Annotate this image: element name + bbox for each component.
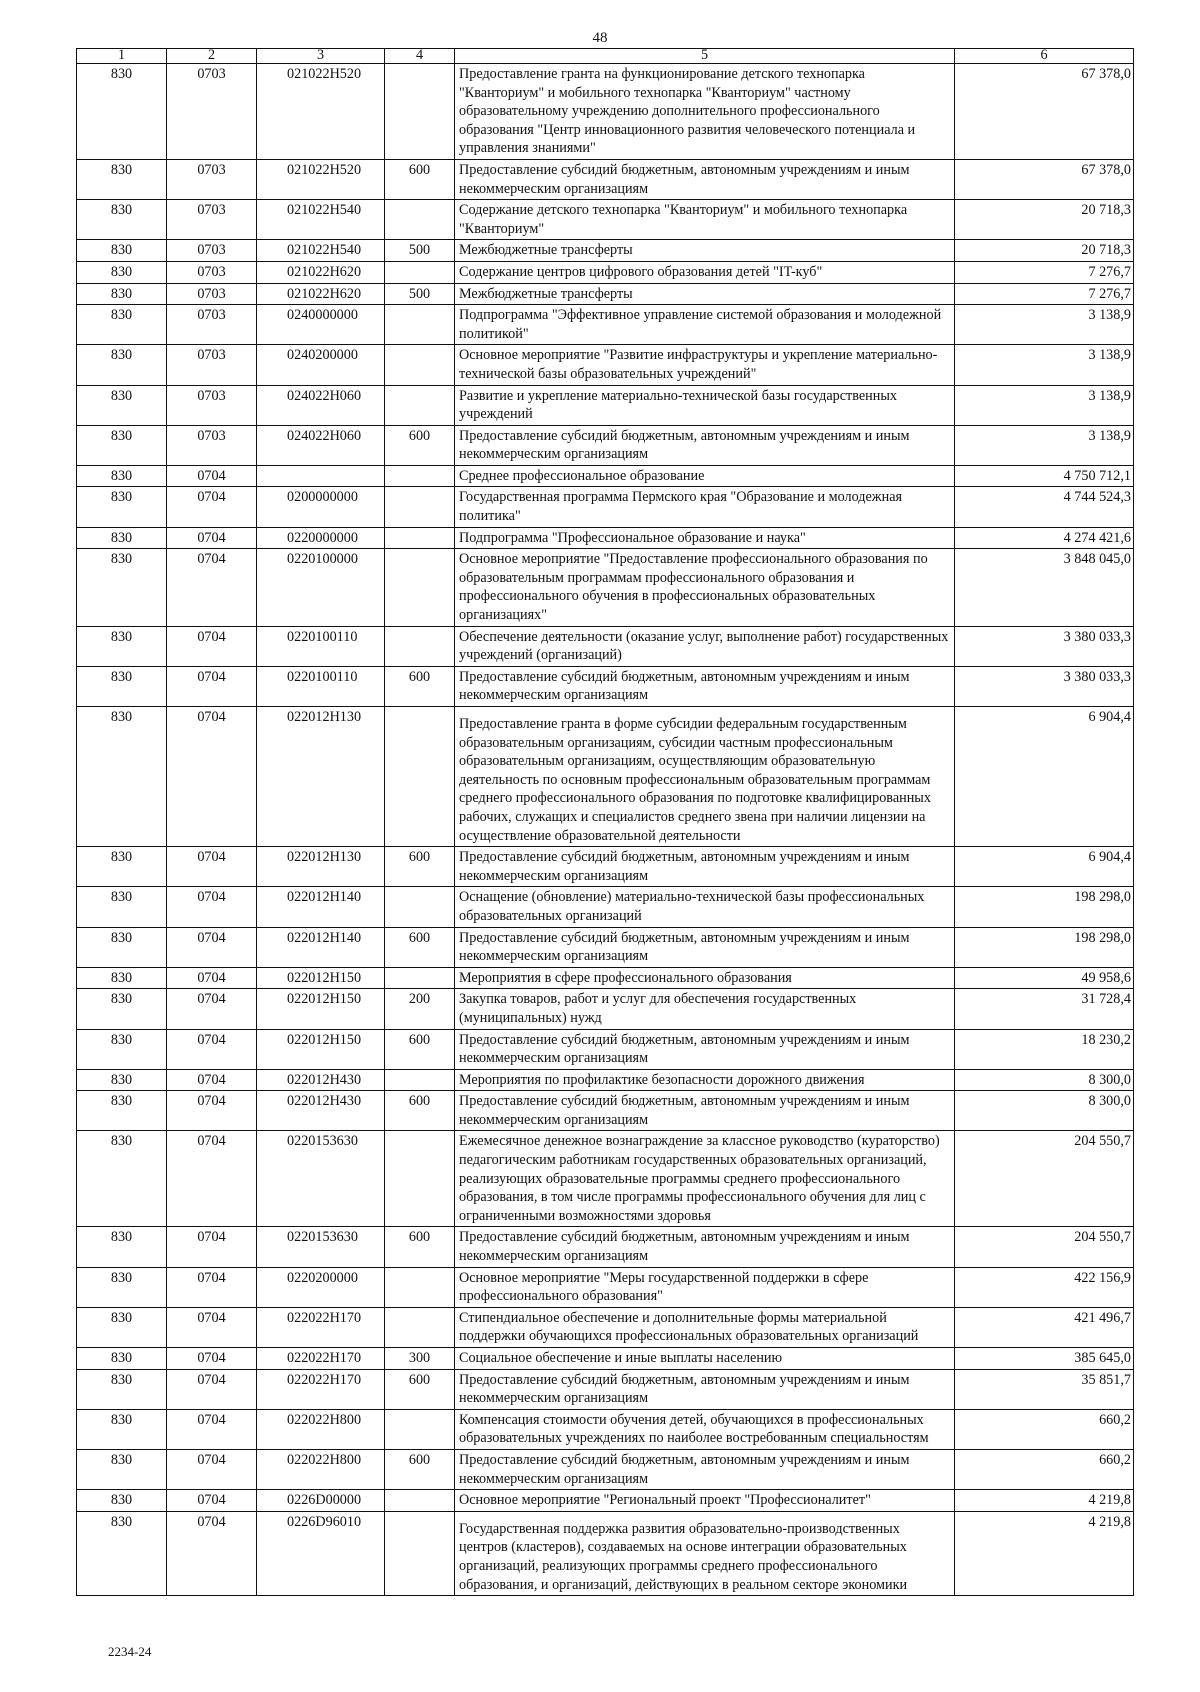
table-row — [77, 1348, 1134, 1370]
cell-amount: 204 550,7 — [955, 1227, 1134, 1267]
cell-section-code: 0704 — [167, 1511, 257, 1595]
cell-section-code: 0704 — [167, 707, 257, 847]
table-row — [77, 527, 1134, 549]
table-row — [77, 345, 1134, 385]
cell-amount: 18 230,2 — [955, 1029, 1134, 1069]
cell-description: Предоставление субсидий бюджетным, автономным учреждениям и иным некоммерческим организациям — [455, 1227, 955, 1267]
cell-section-code: 0704 — [167, 666, 257, 706]
cell-ministry-code: 830 — [77, 626, 167, 666]
cell-amount: 20 718,3 — [955, 200, 1134, 240]
header-col-6: 6 — [955, 49, 1134, 64]
table-row — [77, 1369, 1134, 1409]
cell-amount: 198 298,0 — [955, 927, 1134, 967]
cell-description: Государственная поддержка развития образовательно-производственных центров (кластеров), создаваемых на основе интеграции образовательных организаций, реализующих программы среднего профессионального образования, и организаций, действующих в реальном секторе экономики — [455, 1511, 955, 1595]
cell-description: Стипендиальное обеспечение и дополнительные формы материальной поддержки обучающихся профессиональных образовательных организаций — [455, 1307, 955, 1347]
cell-description: Предоставление субсидий бюджетным, автономным учреждениям и иным некоммерческим организациям — [455, 1369, 955, 1409]
header-col-3: 3 — [257, 49, 385, 64]
cell-expense-type-code — [385, 626, 455, 666]
cell-target-article-code: 021022Н540 — [257, 240, 385, 262]
table-row — [77, 425, 1134, 465]
cell-target-article-code: 022022Н800 — [257, 1409, 385, 1449]
cell-section-code: 0704 — [167, 1227, 257, 1267]
cell-section-code: 0704 — [167, 927, 257, 967]
table-row — [77, 1307, 1134, 1347]
cell-ministry-code: 830 — [77, 240, 167, 262]
cell-section-code: 0704 — [167, 1369, 257, 1409]
cell-expense-type-code — [385, 1131, 455, 1227]
cell-ministry-code: 830 — [77, 1267, 167, 1307]
table-row — [77, 305, 1134, 345]
cell-target-article-code — [257, 465, 385, 487]
cell-amount: 4 219,8 — [955, 1511, 1134, 1595]
cell-description: Компенсация стоимости обучения детей, обучающихся в профессиональных образовательных учреждениях по наиболее востребованным специальностям — [455, 1409, 955, 1449]
cell-amount: 35 851,7 — [955, 1369, 1134, 1409]
cell-ministry-code: 830 — [77, 1307, 167, 1347]
cell-description: Основное мероприятие "Развитие инфраструктуры и укрепление материально-технической базы образовательных учреждений" — [455, 345, 955, 385]
cell-expense-type-code — [385, 261, 455, 283]
cell-section-code: 0703 — [167, 261, 257, 283]
cell-expense-type-code — [385, 1511, 455, 1595]
cell-expense-type-code — [385, 200, 455, 240]
cell-ministry-code: 830 — [77, 345, 167, 385]
cell-expense-type-code: 500 — [385, 240, 455, 262]
cell-target-article-code: 0200000000 — [257, 487, 385, 527]
cell-ministry-code: 830 — [77, 487, 167, 527]
cell-section-code: 0704 — [167, 487, 257, 527]
table-row — [77, 385, 1134, 425]
cell-amount: 7 276,7 — [955, 261, 1134, 283]
table-row — [77, 200, 1134, 240]
cell-target-article-code: 0226D00000 — [257, 1490, 385, 1512]
cell-description: Ежемесячное денежное вознаграждение за классное руководство (кураторство) педагогическим работникам государственных образовательных организаций, реализующих образовательные программы среднего профессионального образования, в том числе программы профессионального обучения для лиц с ограниченными возможностями здоровья — [455, 1131, 955, 1227]
cell-target-article-code: 0240000000 — [257, 305, 385, 345]
cell-amount: 198 298,0 — [955, 887, 1134, 927]
cell-amount: 3 138,9 — [955, 425, 1134, 465]
cell-expense-type-code: 600 — [385, 425, 455, 465]
cell-amount: 4 274 421,6 — [955, 527, 1134, 549]
table-row — [77, 887, 1134, 927]
cell-expense-type-code: 500 — [385, 283, 455, 305]
table-row — [77, 1029, 1134, 1069]
cell-description: Предоставление субсидий бюджетным, автономным учреждениям и иным некоммерческим организациям — [455, 927, 955, 967]
table-row — [77, 1511, 1134, 1595]
table-header-row — [77, 49, 1134, 64]
cell-ministry-code: 830 — [77, 200, 167, 240]
cell-ministry-code: 830 — [77, 887, 167, 927]
cell-description: Социальное обеспечение и иные выплаты населению — [455, 1348, 955, 1370]
cell-amount: 660,2 — [955, 1409, 1134, 1449]
budget-table — [76, 48, 1134, 1596]
table-row — [77, 1409, 1134, 1449]
cell-target-article-code: 021022Н520 — [257, 64, 385, 160]
cell-expense-type-code: 600 — [385, 159, 455, 199]
cell-expense-type-code: 600 — [385, 1227, 455, 1267]
cell-expense-type-code — [385, 1267, 455, 1307]
cell-expense-type-code: 600 — [385, 1091, 455, 1131]
cell-target-article-code: 0226D96010 — [257, 1511, 385, 1595]
cell-ministry-code: 830 — [77, 1227, 167, 1267]
header-col-4: 4 — [385, 49, 455, 64]
cell-amount: 3 380 033,3 — [955, 626, 1134, 666]
cell-amount: 31 728,4 — [955, 989, 1134, 1029]
cell-expense-type-code — [385, 487, 455, 527]
cell-amount: 3 138,9 — [955, 385, 1134, 425]
table-row — [77, 1449, 1134, 1489]
cell-target-article-code: 022012Н150 — [257, 1029, 385, 1069]
table-row — [77, 1091, 1134, 1131]
cell-description: Основное мероприятие "Предоставление профессионального образования по образовательным программам профессионального образования и профессионального обучения в профессиональных образовательных организациях" — [455, 549, 955, 626]
header-col-2: 2 — [167, 49, 257, 64]
cell-expense-type-code: 600 — [385, 847, 455, 887]
cell-description: Предоставление гранта на функционирование детского технопарка "Кванториум" и мобильного технопарка "Кванториум" частному образовательному учреждению дополнительного профессионального образования "Центр инновационного развития человеческого потенциала и управления знаниями" — [455, 64, 955, 160]
document-code: 2234-24 — [108, 1644, 152, 1659]
cell-target-article-code: 022012Н430 — [257, 1069, 385, 1091]
table-row — [77, 927, 1134, 967]
cell-ministry-code: 830 — [77, 385, 167, 425]
cell-expense-type-code — [385, 967, 455, 989]
cell-amount: 20 718,3 — [955, 240, 1134, 262]
table-row — [77, 1267, 1134, 1307]
cell-description: Межбюджетные трансферты — [455, 240, 955, 262]
cell-target-article-code: 0220100110 — [257, 666, 385, 706]
cell-amount: 422 156,9 — [955, 1267, 1134, 1307]
cell-section-code: 0703 — [167, 345, 257, 385]
cell-section-code: 0704 — [167, 1069, 257, 1091]
cell-section-code: 0704 — [167, 465, 257, 487]
table-row — [77, 487, 1134, 527]
cell-amount: 49 958,6 — [955, 967, 1134, 989]
cell-amount: 204 550,7 — [955, 1131, 1134, 1227]
cell-section-code: 0703 — [167, 64, 257, 160]
cell-description: Мероприятия в сфере профессионального образования — [455, 967, 955, 989]
cell-expense-type-code: 200 — [385, 989, 455, 1029]
cell-amount: 3 380 033,3 — [955, 666, 1134, 706]
cell-target-article-code: 022012Н430 — [257, 1091, 385, 1131]
cell-section-code: 0704 — [167, 1029, 257, 1069]
cell-expense-type-code: 600 — [385, 1369, 455, 1409]
cell-ministry-code: 830 — [77, 1131, 167, 1227]
cell-section-code: 0703 — [167, 159, 257, 199]
cell-description: Обеспечение деятельности (оказание услуг, выполнение работ) государственных учреждений (организаций) — [455, 626, 955, 666]
cell-amount: 660,2 — [955, 1449, 1134, 1489]
cell-amount: 3 138,9 — [955, 345, 1134, 385]
cell-target-article-code: 022022Н170 — [257, 1348, 385, 1370]
cell-description: Предоставление субсидий бюджетным, автономным учреждениям и иным некоммерческим организациям — [455, 666, 955, 706]
cell-ministry-code: 830 — [77, 527, 167, 549]
cell-expense-type-code — [385, 1069, 455, 1091]
table-row — [77, 261, 1134, 283]
cell-target-article-code: 021022Н540 — [257, 200, 385, 240]
cell-expense-type-code — [385, 1409, 455, 1449]
cell-ministry-code: 830 — [77, 465, 167, 487]
cell-ministry-code: 830 — [77, 425, 167, 465]
cell-section-code: 0704 — [167, 1348, 257, 1370]
cell-amount: 421 496,7 — [955, 1307, 1134, 1347]
cell-description: Предоставление субсидий бюджетным, автономным учреждениям и иным некоммерческим организациям — [455, 847, 955, 887]
cell-target-article-code: 022012Н130 — [257, 847, 385, 887]
table-row — [77, 549, 1134, 626]
table-row — [77, 465, 1134, 487]
cell-target-article-code: 0220153630 — [257, 1227, 385, 1267]
cell-target-article-code: 0240200000 — [257, 345, 385, 385]
cell-target-article-code: 0220200000 — [257, 1267, 385, 1307]
cell-section-code: 0704 — [167, 1131, 257, 1227]
cell-ministry-code: 830 — [77, 847, 167, 887]
cell-target-article-code: 0220100000 — [257, 549, 385, 626]
table-row — [77, 707, 1134, 847]
table-row — [77, 159, 1134, 199]
table-row — [77, 1131, 1134, 1227]
cell-expense-type-code — [385, 527, 455, 549]
cell-amount: 8 300,0 — [955, 1069, 1134, 1091]
cell-description: Подпрограмма "Эффективное управление системой образования и молодежной политикой" — [455, 305, 955, 345]
cell-ministry-code: 830 — [77, 967, 167, 989]
cell-section-code: 0703 — [167, 200, 257, 240]
cell-amount: 4 744 524,3 — [955, 487, 1134, 527]
cell-expense-type-code: 300 — [385, 1348, 455, 1370]
cell-ministry-code: 830 — [77, 1348, 167, 1370]
cell-amount: 67 378,0 — [955, 159, 1134, 199]
cell-description: Среднее профессиональное образование — [455, 465, 955, 487]
cell-description: Предоставление субсидий бюджетным, автономным учреждениям и иным некоммерческим организациям — [455, 425, 955, 465]
cell-description: Развитие и укрепление материально-технической базы государственных учреждений — [455, 385, 955, 425]
cell-amount: 3 138,9 — [955, 305, 1134, 345]
cell-target-article-code: 021022Н620 — [257, 283, 385, 305]
cell-description: Основное мероприятие "Меры государственной поддержки в сфере профессионального образования" — [455, 1267, 955, 1307]
cell-section-code: 0703 — [167, 305, 257, 345]
cell-expense-type-code: 600 — [385, 927, 455, 967]
cell-section-code: 0704 — [167, 1490, 257, 1512]
cell-section-code: 0704 — [167, 989, 257, 1029]
cell-ministry-code: 830 — [77, 1091, 167, 1131]
cell-description: Предоставление субсидий бюджетным, автономным учреждениям и иным некоммерческим организациям — [455, 1091, 955, 1131]
cell-target-article-code: 0220153630 — [257, 1131, 385, 1227]
cell-expense-type-code — [385, 305, 455, 345]
cell-description: Основное мероприятие "Региональный проект "Профессионалитет" — [455, 1490, 955, 1512]
cell-description: Предоставление субсидий бюджетным, автономным учреждениям и иным некоммерческим организациям — [455, 159, 955, 199]
cell-section-code: 0704 — [167, 549, 257, 626]
cell-description: Межбюджетные трансферты — [455, 283, 955, 305]
cell-description: Оснащение (обновление) материально-технической базы профессиональных образовательных организаций — [455, 887, 955, 927]
table-row — [77, 1227, 1134, 1267]
cell-ministry-code: 830 — [77, 1069, 167, 1091]
cell-section-code: 0704 — [167, 1091, 257, 1131]
cell-amount: 385 645,0 — [955, 1348, 1134, 1370]
cell-section-code: 0704 — [167, 527, 257, 549]
cell-ministry-code: 830 — [77, 666, 167, 706]
cell-target-article-code: 0220100110 — [257, 626, 385, 666]
cell-ministry-code: 830 — [77, 64, 167, 160]
cell-section-code: 0704 — [167, 1449, 257, 1489]
cell-target-article-code: 022012Н150 — [257, 989, 385, 1029]
cell-ministry-code: 830 — [77, 261, 167, 283]
cell-expense-type-code — [385, 887, 455, 927]
table-row — [77, 626, 1134, 666]
cell-expense-type-code — [385, 465, 455, 487]
cell-amount: 4 750 712,1 — [955, 465, 1134, 487]
cell-expense-type-code — [385, 1307, 455, 1347]
cell-target-article-code: 022012Н140 — [257, 887, 385, 927]
cell-expense-type-code — [385, 385, 455, 425]
page-number: 48 — [592, 30, 608, 46]
cell-ministry-code: 830 — [77, 305, 167, 345]
cell-description: Государственная программа Пермского края "Образование и молодежная политика" — [455, 487, 955, 527]
cell-expense-type-code — [385, 1490, 455, 1512]
cell-section-code: 0703 — [167, 240, 257, 262]
cell-section-code: 0704 — [167, 887, 257, 927]
cell-ministry-code: 830 — [77, 1029, 167, 1069]
cell-target-article-code: 0220000000 — [257, 527, 385, 549]
cell-amount: 4 219,8 — [955, 1490, 1134, 1512]
cell-target-article-code: 022012Н150 — [257, 967, 385, 989]
header-col-5: 5 — [455, 49, 955, 64]
cell-description: Содержание центров цифрового образования детей "IT-куб" — [455, 261, 955, 283]
cell-amount: 3 848 045,0 — [955, 549, 1134, 626]
table-row — [77, 666, 1134, 706]
cell-description: Содержание детского технопарка "Кванториум" и мобильного технопарка "Кванториум" — [455, 200, 955, 240]
cell-target-article-code: 024022Н060 — [257, 385, 385, 425]
cell-description: Мероприятия по профилактике безопасности дорожного движения — [455, 1069, 955, 1091]
cell-target-article-code: 024022Н060 — [257, 425, 385, 465]
cell-ministry-code: 830 — [77, 927, 167, 967]
cell-ministry-code: 830 — [77, 159, 167, 199]
cell-ministry-code: 830 — [77, 549, 167, 626]
cell-target-article-code: 022022Н170 — [257, 1369, 385, 1409]
cell-expense-type-code — [385, 549, 455, 626]
header-col-1: 1 — [77, 49, 167, 64]
cell-section-code: 0703 — [167, 283, 257, 305]
cell-ministry-code: 830 — [77, 1490, 167, 1512]
cell-target-article-code: 022022Н800 — [257, 1449, 385, 1489]
cell-ministry-code: 830 — [77, 283, 167, 305]
cell-expense-type-code — [385, 345, 455, 385]
cell-target-article-code: 021022Н620 — [257, 261, 385, 283]
table-row — [77, 967, 1134, 989]
cell-section-code: 0703 — [167, 385, 257, 425]
table-body — [77, 64, 1134, 1596]
cell-ministry-code: 830 — [77, 1409, 167, 1449]
cell-amount: 8 300,0 — [955, 1091, 1134, 1131]
table-row — [77, 1069, 1134, 1091]
cell-section-code: 0704 — [167, 1307, 257, 1347]
cell-description: Подпрограмма "Профессиональное образование и наука" — [455, 527, 955, 549]
table-row — [77, 64, 1134, 160]
cell-expense-type-code: 600 — [385, 666, 455, 706]
cell-expense-type-code: 600 — [385, 1449, 455, 1489]
table-row — [77, 847, 1134, 887]
cell-description: Закупка товаров, работ и услуг для обеспечения государственных (муниципальных) нужд — [455, 989, 955, 1029]
cell-description: Предоставление субсидий бюджетным, автономным учреждениям и иным некоммерческим организациям — [455, 1029, 955, 1069]
cell-target-article-code: 022012Н130 — [257, 707, 385, 847]
table-row — [77, 989, 1134, 1029]
cell-target-article-code: 022012Н140 — [257, 927, 385, 967]
cell-ministry-code: 830 — [77, 707, 167, 847]
cell-description: Предоставление субсидий бюджетным, автономным учреждениям и иным некоммерческим организациям — [455, 1449, 955, 1489]
cell-section-code: 0704 — [167, 967, 257, 989]
cell-expense-type-code: 600 — [385, 1029, 455, 1069]
cell-section-code: 0704 — [167, 626, 257, 666]
cell-expense-type-code — [385, 707, 455, 847]
cell-target-article-code: 022022Н170 — [257, 1307, 385, 1347]
cell-amount: 7 276,7 — [955, 283, 1134, 305]
table-row — [77, 1490, 1134, 1512]
cell-ministry-code: 830 — [77, 989, 167, 1029]
cell-amount: 6 904,4 — [955, 847, 1134, 887]
cell-ministry-code: 830 — [77, 1369, 167, 1409]
cell-section-code: 0703 — [167, 425, 257, 465]
cell-section-code: 0704 — [167, 847, 257, 887]
cell-section-code: 0704 — [167, 1409, 257, 1449]
cell-ministry-code: 830 — [77, 1449, 167, 1489]
cell-section-code: 0704 — [167, 1267, 257, 1307]
table-row — [77, 240, 1134, 262]
table-row — [77, 283, 1134, 305]
cell-amount: 6 904,4 — [955, 707, 1134, 847]
cell-amount: 67 378,0 — [955, 64, 1134, 160]
cell-description: Предоставление гранта в форме субсидии федеральным государственным образовательным организациям, субсидии частным профессиональным образовательным организациям, осуществляющим образовательную деятельность по основным профессиональным образовательным программам среднего профессионального образования по подготовке квалифицированных рабочих, служащих и специалистов среднего звена при наличии лицензии на осуществление образовательной деятельности — [455, 707, 955, 847]
cell-target-article-code: 021022Н520 — [257, 159, 385, 199]
cell-ministry-code: 830 — [77, 1511, 167, 1595]
cell-expense-type-code — [385, 64, 455, 160]
